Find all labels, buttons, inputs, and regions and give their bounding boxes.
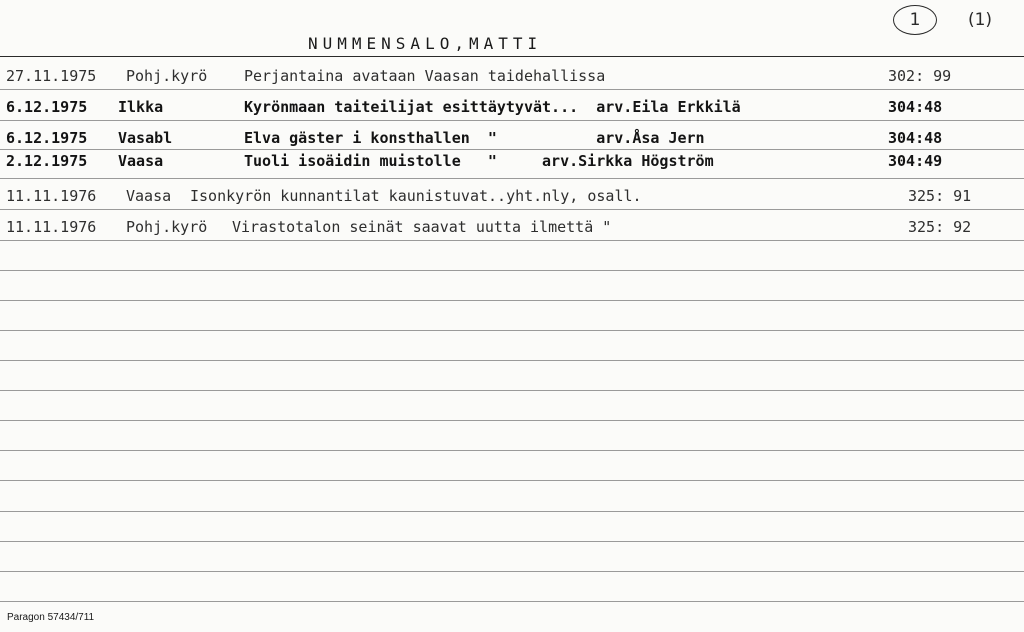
- entry-ref: 304:48: [888, 129, 943, 147]
- rule-line: [0, 480, 1024, 481]
- card-entry: [0, 218, 1024, 240]
- entry-ref: 304:48: [888, 98, 943, 116]
- entry-ref: 304:49: [888, 152, 943, 170]
- card-entry: [0, 129, 1024, 151]
- rule-line: [0, 360, 1024, 361]
- entry-date: 11.11.1976: [6, 218, 97, 236]
- entry-source: Vasabl: [118, 129, 173, 147]
- entry-source: Vaasa: [118, 152, 164, 170]
- rule-line: [0, 390, 1024, 391]
- rule-line: [0, 330, 1024, 331]
- card-entry: [0, 187, 1024, 209]
- rule-line: [0, 89, 1024, 90]
- card-number-circled: 1: [893, 5, 937, 35]
- rule-line: [0, 120, 1024, 121]
- rule-line: [0, 178, 1024, 179]
- rule-line: [0, 420, 1024, 421]
- rule-line: [0, 511, 1024, 512]
- card-entry: [0, 152, 1024, 174]
- entry-source: Ilkka: [118, 98, 164, 116]
- title-rule: [0, 56, 1024, 57]
- rule-line: [0, 240, 1024, 241]
- rule-line: [0, 209, 1024, 210]
- rule-line: [0, 450, 1024, 451]
- card-number-paren: (1): [967, 10, 993, 30]
- entry-ref: 302: 99: [888, 67, 952, 85]
- card-print-code: Paragon 57434/711: [7, 612, 95, 623]
- entry-date: 6.12.1975: [6, 129, 88, 147]
- entry-ref: 325: 92: [908, 218, 972, 236]
- entry-date: 2.12.1975: [6, 152, 88, 170]
- rule-line: [0, 300, 1024, 301]
- entry-title: Tuoli isoäidin muistolle " arv.Sirkka Högström: [244, 152, 714, 170]
- rule-line: [0, 541, 1024, 542]
- entry-date: 27.11.1975: [6, 67, 97, 85]
- entry-title: Isonkyrön kunnantilat kaunistuvat..yht.nly, osall.: [190, 187, 642, 205]
- entry-title: Virastotalon seinät saavat uutta ilmettä ": [232, 218, 612, 236]
- entry-date: 6.12.1975: [6, 98, 88, 116]
- rule-line: [0, 601, 1024, 602]
- entry-source: Vaasa: [126, 187, 172, 205]
- rule-line: [0, 571, 1024, 572]
- entry-date: 11.11.1976: [6, 187, 97, 205]
- entry-title: Perjantaina avataan Vaasan taidehallissa: [244, 67, 606, 85]
- entry-ref: 325: 91: [908, 187, 972, 205]
- card-entry: [0, 67, 1024, 89]
- entry-source: Pohj.kyrö: [126, 67, 208, 85]
- entry-title: Kyrönmaan taiteilijat esittäytyvät... arv.Eila Erkkilä: [244, 98, 741, 116]
- card-entry: [0, 98, 1024, 120]
- entry-source: Pohj.kyrö: [126, 218, 208, 236]
- card-name-heading: NUMMENSALO,MATTI: [308, 34, 543, 53]
- rule-line: [0, 270, 1024, 271]
- entry-title: Elva gäster i konsthallen " arv.Åsa Jern: [244, 129, 705, 147]
